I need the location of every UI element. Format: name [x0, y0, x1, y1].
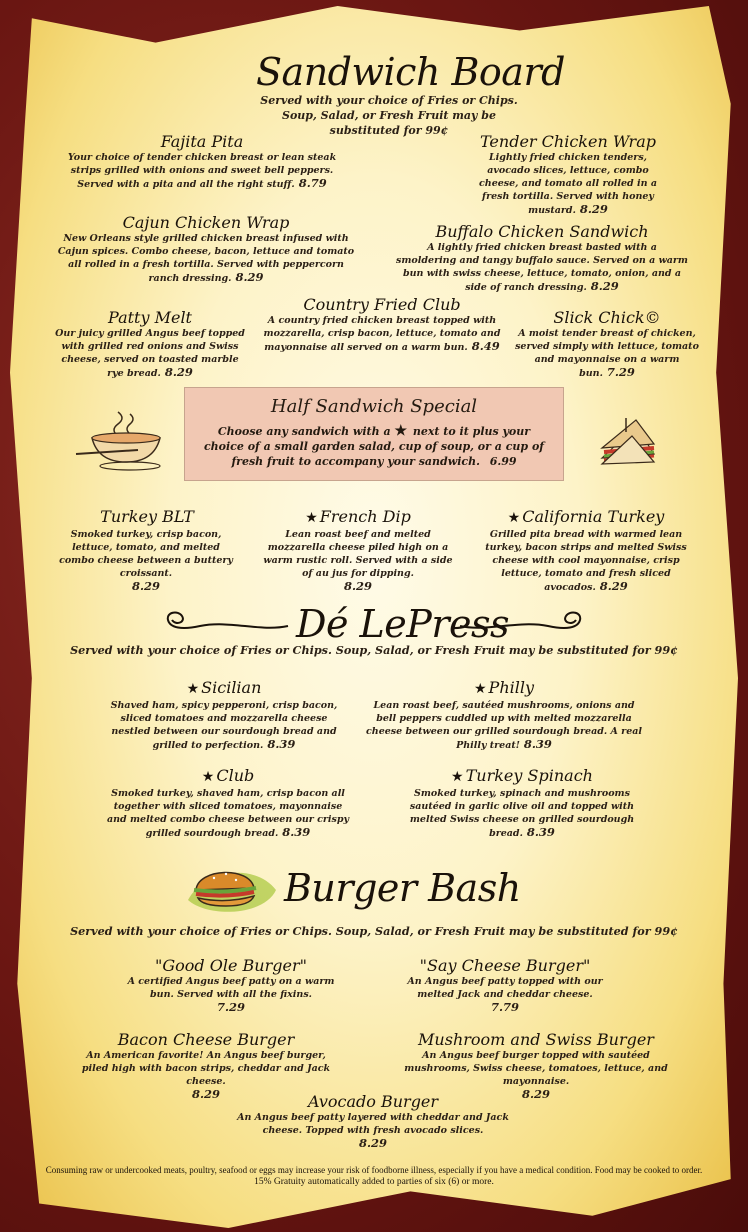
menu-item-sicilian: ★ Sicilian Shaved ham, spicy pepperoni, crisp bacon, sliced tomatoes and mozzarella cheese nestled between our sourdough bread and grilled to perfection. 8.39 — [110, 678, 338, 751]
price: 8.39 — [282, 825, 311, 839]
half-sandwich-special-title: Half Sandwich Special — [270, 396, 478, 417]
menu-item-say-cheese-burger: "Say Cheese Burger" An Angus beef patty topped with our melted Jack and cheddar cheese. 7.79 — [402, 956, 608, 1014]
menu-item-good-ole-burger: "Good Ole Burger" A certified Angus beef patty on a warm bun. Served with all the fixins. 7.29 — [124, 956, 338, 1014]
burger-icon — [184, 860, 280, 920]
de-lepress-title: Dé LePress — [296, 602, 509, 646]
price: 8.29 — [590, 279, 619, 293]
price: 8.29 — [521, 1087, 550, 1101]
half-sandwich-special-box — [184, 387, 564, 481]
star-icon: ★ — [201, 769, 215, 785]
price: 7.29 — [606, 365, 635, 379]
menu-item-country-fried-club: Country Fried Club A country fried chicken breast topped with mozzarella, crisp bacon, lettuce, tomato and mayonnaise all served on a warm bun. 8.49 — [263, 295, 501, 353]
star-icon: ★ — [473, 681, 487, 697]
swirl-ornament-icon — [458, 606, 588, 642]
menu-item-avocado-burger: Avocado Burger An Angus beef patty layered with cheddar and Jack cheese. Topped with fresh avocado slices. 8.29 — [228, 1092, 518, 1150]
swirl-ornament-icon — [160, 606, 290, 642]
price: 8.79 — [298, 176, 327, 190]
star-icon: ★ — [394, 423, 407, 439]
price: 8.49 — [471, 339, 500, 353]
burger-bash-note: Served with your choice of Fries or Chips. Soup, Salad, or Fresh Fruit may be substituted for 99¢ — [70, 924, 678, 938]
star-icon: ★ — [186, 681, 200, 697]
sandwich-board-note: Served with your choice of Fries or Chips. Soup, Salad, or Fresh Fruit may be substituted for 99¢ — [260, 94, 518, 137]
menu-item-slick-chick: Slick Chick© A moist tender breast of chicken, served simply with lettuce, tomato and mayonnaise on a warm bun. 7.29 — [515, 308, 699, 379]
price: 8.29 — [164, 365, 193, 379]
menu-item-tender-chicken-wrap: Tender Chicken Wrap Lightly fried chicken tenders, avocado slices, lettuce, combo cheese, and tomato all rolled in a fresh tortilla. Served with honey mustard. 8.29 — [479, 132, 657, 216]
price: 7.29 — [216, 1000, 245, 1014]
soup-bowl-icon — [68, 408, 164, 472]
price: 8.29 — [191, 1087, 220, 1101]
price: 8.39 — [267, 737, 296, 751]
menu-item-french-dip: ★ French Dip Lean roast beef and melted mozzarella cheese piled high on a warm rustic roll. Served with a side of au jus for dipping. 8.29 — [263, 507, 453, 593]
food-safety-warning: Consuming raw or undercooked meats, poultry, seafood or eggs may increase your risk of foodborne illness, especially if you have a medical condition. Food may be cooked to order. — [45, 1165, 703, 1175]
price: 8.29 — [131, 579, 160, 593]
menu-item-fajita-pita: Fajita Pita Your choice of tender chicken breast or lean steak strips grilled with onions and sweet bell peppers. Served with a pita and all the right stuff. 8.79 — [67, 132, 337, 190]
price: 8.39 — [523, 737, 552, 751]
price: 7.79 — [490, 1000, 519, 1014]
price: 8.29 — [358, 1136, 387, 1150]
price: 8.39 — [526, 825, 555, 839]
menu-item-mushroom-and-swiss-burger: Mushroom and Swiss Burger An Angus beef burger topped with sautéed mushrooms, Swiss cheese, tomatoes, lettuce, and mayonnaise. 8.29 — [396, 1030, 676, 1101]
price: 8.29 — [579, 202, 608, 216]
star-icon: ★ — [507, 510, 521, 526]
menu-item-turkey-spinach: ★ Turkey Spinach Smoked turkey, spinach and mushrooms sautéed in garlic olive oil and topped with melted Swiss cheese on grilled sourdough bread. 8.39 — [409, 766, 635, 839]
burger-bash-title: Burger Bash — [284, 866, 521, 910]
price: 8.29 — [235, 270, 264, 284]
price: 8.29 — [343, 579, 372, 593]
menu-item-cajun-chicken-wrap: Cajun Chicken Wrap New Orleans style grilled chicken breast infused with Cajun spices. Combo cheese, bacon, lettuce and tomato all rolled in a fresh tortilla. Served with peppercorn ranch dressing. 8.29 — [57, 213, 355, 284]
gratuity-notice: 15% Gratuity automatically added to parties of six (6) or more. — [254, 1177, 494, 1187]
de-lepress-note: Served with your choice of Fries or Chips. Soup, Salad, or Fresh Fruit may be substituted for 99¢ — [70, 643, 678, 657]
menu-item-club: ★ Club Smoked turkey, shaved ham, crisp bacon all together with sliced tomatoes, mayonnaise and melted combo cheese between our crispy grilled sourdough bread. 8.39 — [106, 766, 350, 839]
footer-disclaimer — [24, 1164, 724, 1188]
half-sandwich-special-desc: Choose any sandwich with a ★ next to it plus your choice of a small garden salad, cup of soup, or a cup of fresh fruit to accompany your sandwich. 6.99 — [203, 423, 545, 468]
club-sandwich-icon — [596, 418, 660, 470]
star-icon: ★ — [305, 510, 318, 526]
price: 8.29 — [599, 579, 628, 593]
menu-item-philly: ★ Philly Lean roast beef, sautéed mushrooms, onions and bell peppers cuddled up with melted mozzarella cheese between our grilled sourdough bread. A real Philly treat! 8.39 — [366, 678, 642, 751]
menu-item-patty-melt: Patty Melt Our juicy grilled Angus beef topped with grilled red onions and Swiss cheese, served on toasted marble rye bread. 8.29 — [55, 308, 245, 379]
price: 6.99 — [489, 455, 517, 468]
menu-item-turkey-blt: Turkey BLT Smoked turkey, crisp bacon, lettuce, tomato, and melted combo cheese between a buttery croissant. 8.29 — [59, 507, 233, 593]
star-icon: ★ — [451, 769, 464, 785]
sandwich-board-title: Sandwich Board — [256, 50, 565, 94]
menu-item-buffalo-chicken-sandwich: Buffalo Chicken Sandwich A lightly fried chicken breast basted with a smoldering and tangy buffalo sauce. Served on a warm bun with swiss cheese, lettuce, tomato, onion, and a side of ranch dressing. 8.29 — [396, 222, 688, 293]
menu-item-bacon-cheese-burger: Bacon Cheese Burger An American favorite! An Angus beef burger, piled high with bacon strips, cheddar and Jack cheese. 8.29 — [74, 1030, 338, 1101]
menu-item-california-turkey: ★ California Turkey Grilled pita bread with warmed lean turkey, bacon strips and melted Swiss cheese with cool mayonnaise, crisp lettuce, tomato and fresh sliced avocados. 8.29 — [485, 507, 687, 593]
